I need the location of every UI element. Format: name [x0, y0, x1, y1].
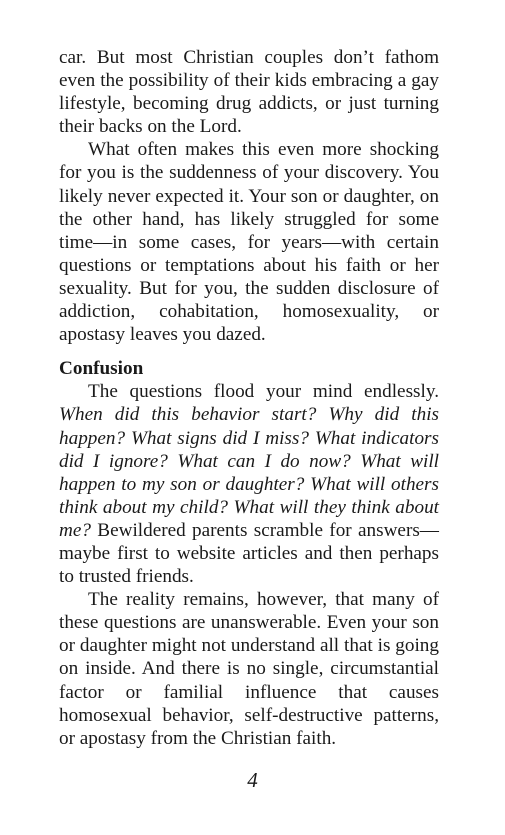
- paragraph-questions: [59, 380, 439, 588]
- paragraph-continued: car. But most Christian couples don’t fathom even the possibility of their kids embracing a gay lifestyle, becoming drug addicts, or just turning their backs on the Lord.: [59, 47, 439, 138]
- paragraph-suddenness: What often makes this even more shocking for you is the suddenness of your discovery. You likely never expected it. Your son or daughter, on the other hand, has likely struggled for some time—in some cases, for years—with certain questions or temptations about his faith or her sexuality. But for you, the sudden disclosure of addiction, cohabitation, homosexuality, or apostasy leaves you dazed.: [59, 139, 439, 346]
- questions-italic: When did this behavior start? Why did this happen? What signs did I miss? What indicators did I ignore? What can I do now? What will happen to my son or daughter? What will others think about my child? What will they think about me?: [59, 404, 439, 541]
- paragraph-reality: The reality remains, however, that many of these questions are unanswerable. Even your son or daughter might not understand all that is going on inside. And there is no single, circumstantial factor or familial influence that causes homosexual behavior, self-destructive patterns, or apostasy from the Christian faith.: [59, 589, 439, 749]
- questions-tail: Bewildered parents scramble for answers—maybe first to website articles and then perhaps to trusted friends.: [59, 519, 439, 588]
- questions-lead: The questions flood your mind endlessly.: [88, 381, 439, 403]
- section-heading: Confusion: [59, 358, 144, 380]
- page-number: 4: [247, 768, 258, 792]
- page-body: [59, 46, 439, 750]
